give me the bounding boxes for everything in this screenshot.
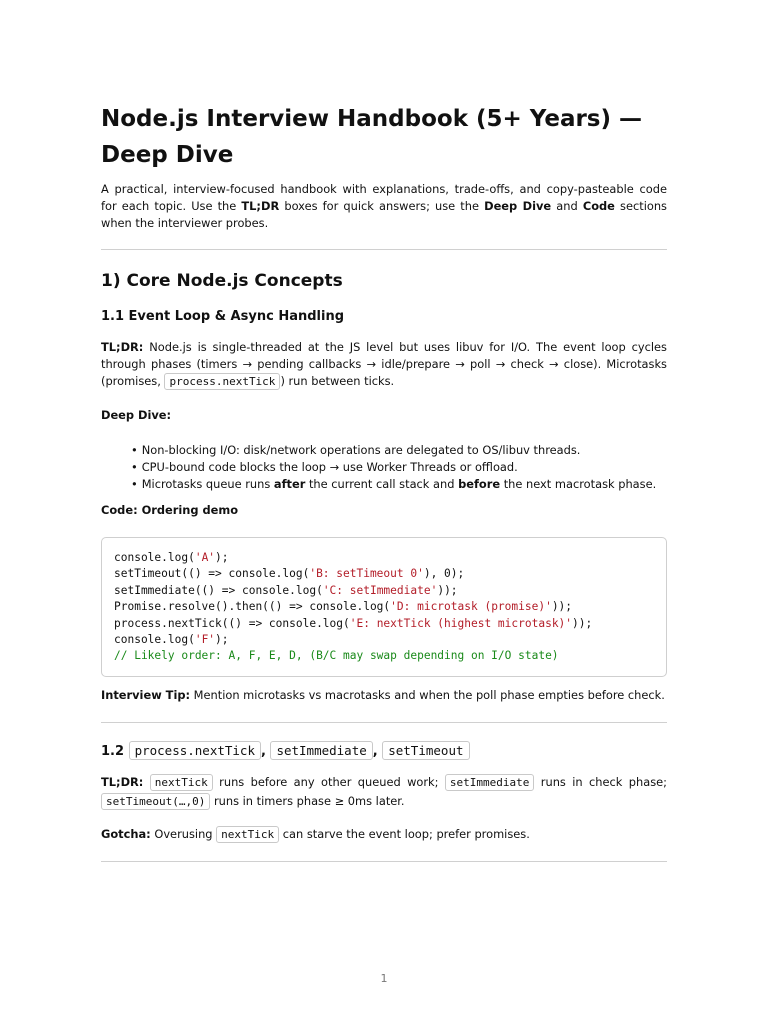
- gotcha-text: Overusing: [150, 827, 217, 841]
- inline-code: process.nextTick: [129, 741, 261, 760]
- divider: [101, 722, 667, 723]
- emphasis: after: [273, 477, 306, 491]
- heading-number: 1.2: [101, 744, 125, 759]
- code-token: setTimeout(() => console.log(: [114, 567, 310, 581]
- inline-code: setImmediate: [445, 774, 534, 791]
- gotcha-paragraph: [101, 826, 667, 843]
- code-string: 'E: nextTick (highest microtask)': [349, 616, 573, 630]
- subsection-heading: 1.2 process.nextTick , setImmediate , setTimeout: [101, 740, 470, 763]
- list-item-text: Microtasks queue runs: [141, 477, 274, 491]
- code-token: ), 0);: [423, 567, 465, 581]
- list-item: • Non-blocking I/O: disk/network operations are delegated to OS/libuv threads.: [131, 443, 581, 457]
- code-string: 'F': [194, 633, 216, 647]
- inline-code: nextTick: [150, 774, 213, 791]
- intro-paragraph: [101, 181, 667, 232]
- page-title: Node.js Interview Handbook (5+ Years) — Deep Dive: [101, 106, 643, 168]
- page-number: 1: [380, 972, 388, 985]
- list-item: • Microtasks queue runs after the current call stack and before the next macrotask phase.: [131, 477, 657, 491]
- list-item-text: Non-blocking I/O: disk/network operations are delegated to OS/libuv threads.: [141, 443, 581, 457]
- tip-paragraph: [101, 687, 667, 704]
- intro-text: sections when the interviewer probes.: [101, 199, 667, 230]
- inline-code: process.nextTick: [164, 373, 280, 390]
- list-item-text: the current call stack and: [305, 477, 459, 491]
- intro-deep-dive-emphasis: Deep Dive: [484, 199, 552, 213]
- gotcha-label: Gotcha:: [101, 827, 151, 841]
- code-token: process.nextTick(() => console.log(: [114, 616, 350, 630]
- list-item-text: the next macrotask phase.: [500, 477, 657, 491]
- divider: [101, 249, 667, 250]
- tldr-text: runs before any other queued work;: [212, 775, 445, 789]
- inline-code: setTimeout: [382, 741, 469, 760]
- tip-label: Interview Tip:: [101, 688, 191, 702]
- code-token: console.log(: [114, 633, 195, 647]
- code-string: 'B: setTimeout 0': [309, 567, 424, 581]
- section-heading: 1) Core Node.js Concepts: [101, 271, 343, 291]
- intro-code-emphasis: Code: [582, 199, 615, 213]
- code-comment: // Likely order: A, F, E, D, (B/C may swap depending on I/O state): [114, 649, 559, 663]
- code-token: );: [215, 633, 229, 647]
- inline-code: setTimeout(…,0): [101, 793, 210, 810]
- code-string: 'C: setImmediate': [322, 583, 438, 597]
- tldr-text: ) run between ticks.: [280, 374, 395, 388]
- tldr-paragraph: [101, 339, 667, 390]
- tldr-label: TL;DR:: [101, 775, 144, 789]
- deep-dive-label: Deep Dive:: [101, 408, 172, 422]
- code-token: setImmediate(() => console.log(: [114, 583, 323, 597]
- code-string: 'A': [194, 551, 216, 564]
- code-token: console.log(: [114, 551, 195, 564]
- tldr-text: runs in check phase;: [534, 775, 667, 789]
- tip-text: Mention microtasks vs macrotasks and when the poll phase empties before check.: [190, 688, 665, 702]
- subsection-heading: 1.1 Event Loop & Async Handling: [101, 309, 345, 324]
- intro-text: and: [551, 199, 583, 213]
- code-token: ));: [437, 583, 458, 597]
- list-item-text: CPU-bound code blocks the loop → use Worker Threads or offload.: [141, 460, 518, 474]
- inline-code: nextTick: [216, 826, 279, 843]
- code-token: ));: [572, 616, 593, 630]
- intro-text: A practical, interview-focused handbook with explanations, trade-offs, and copy-pasteable code for each topic. Use the: [101, 182, 667, 213]
- list-item: • CPU-bound code blocks the loop → use Worker Threads or offload.: [131, 460, 518, 474]
- emphasis: before: [458, 477, 501, 491]
- gotcha-text: can starve the event loop; prefer promises.: [279, 827, 530, 841]
- divider: [101, 861, 667, 862]
- bullet-list: [131, 442, 661, 493]
- code-content: [114, 550, 592, 665]
- tldr-text: Node.js is single-threaded at the JS level but uses libuv for I/O. The event loop cycles through phases (timers → pending callbacks → idle/prepare → poll → check → close). Microtasks (promises,: [101, 340, 667, 388]
- code-token: Promise.resolve().then(() => console.log(: [114, 600, 391, 614]
- intro-tldr-emphasis: TL;DR: [241, 199, 280, 213]
- code-label: Code: Ordering demo: [101, 503, 239, 517]
- code-token: ));: [551, 600, 573, 614]
- code-token: );: [215, 551, 229, 564]
- intro-text: boxes for quick answers; use the: [279, 199, 485, 213]
- inline-code: setImmediate: [270, 741, 372, 760]
- code-string: 'D: microtask (promise)': [390, 600, 552, 614]
- tldr-text: runs in timers phase ≥ 0ms later.: [210, 794, 405, 808]
- code-block: [101, 537, 667, 677]
- tldr-label: TL;DR:: [101, 340, 144, 354]
- tldr-paragraph: [101, 773, 667, 811]
